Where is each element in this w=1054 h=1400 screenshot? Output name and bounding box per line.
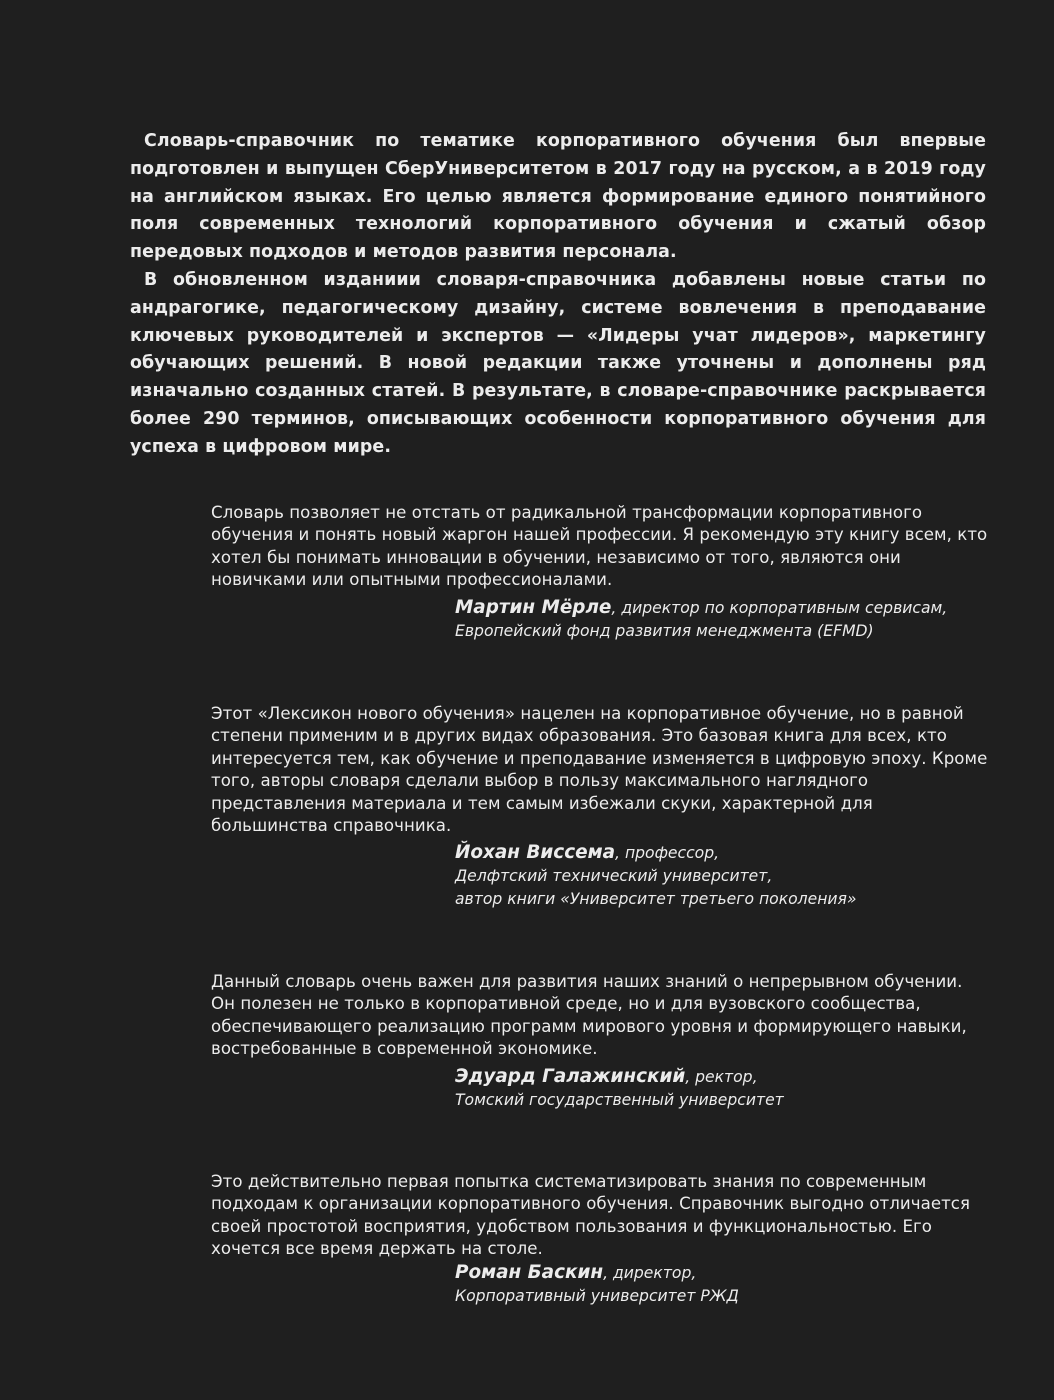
quote-signature <box>455 1261 991 1308</box>
quote-author: Эдуард Галажинский <box>455 1065 686 1087</box>
quote-author: Йохан Виссема <box>455 842 616 864</box>
quote-author-position: , директор по корпоративным сервисам, <box>611 598 948 617</box>
quote-signature <box>455 1065 991 1112</box>
quote-text: Этот «Лексикон нового обучения» нацелен на корпоративное обучение, но в равной степени применим и в других видах образования. Это базовая книга для всех, кто интересуется тем, как обучение и преподавание изменяется в цифровую эпоху. Кроме того, авторы словаря сделали выбор в пользу максимального наглядного представления материала и тем самым избежали скуки, характерной для большинства справочника. <box>211 704 988 836</box>
quote-author-position: , профессор, <box>615 844 720 863</box>
quote-author-position: , директор, <box>603 1263 697 1282</box>
quote-author-org: Европейский фонд развития менеджмента (EFMD) <box>455 621 874 640</box>
quote-text: Данный словарь очень важен для развития наших знаний о непрерывном обучении. Он полезен не только в корпоративной среде, но и для вузовского сообщества, обеспечивающего реализацию программ мирового уровня и формирующего навыки, востребованные в современной экономике. <box>211 972 967 1059</box>
quote-text: Это действительно первая попытка систематизировать знания по современным подходам к организации корпоративного обучения. Справочник выгодно отличается своей простотой восприятия, удобством пользования и функциональностью. Его хочется все время держать на столе. <box>211 1172 971 1259</box>
testimonial-quote <box>211 502 991 643</box>
quote-author: Роман Баскин <box>455 1261 604 1283</box>
testimonial-quote <box>211 1171 991 1308</box>
quote-signature <box>455 841 991 911</box>
quote-text: Словарь позволяет не отстать от радикальной трансформации корпоративного обучения и понять новый жаргон нашей профессии. Я рекомендую эту книгу всем, кто хотел бы понимать инновации в обучении, независимо от того, являются они новичками или опытными профессионалами. <box>211 503 988 590</box>
quote-author-org: автор книги «Университет третьего поколения» <box>455 890 857 909</box>
quote-author-position: , ректор, <box>685 1067 758 1086</box>
intro-paragraph: В обновленном изданиии словаря-справочника добавлены новые статьи по андрагогике, педагогическому дизайну, системе вовлечения в преподавание ключевых руководителей и экспертов — «Лидеры учат лидеров», маркетингу обучающих решений. В новой редакции также уточнены и дополнены ряд изначально созданных статей. В результате, в словаре-справочнике раскрывается более 290 терминов, описывающих особенности корпоративного обучения для успеха в цифровом мире. <box>130 269 986 457</box>
quote-author-org: Томский государственный университет <box>455 1090 784 1109</box>
quote-signature <box>455 596 991 643</box>
quote-author-org: Делфтский технический университет, <box>455 867 773 886</box>
testimonial-quote <box>211 703 991 911</box>
intro-text <box>130 128 986 462</box>
quote-author: Мартин Мёрле <box>455 596 612 618</box>
quote-author-org: Корпоративный университет РЖД <box>455 1286 739 1305</box>
testimonial-quote <box>211 971 991 1112</box>
intro-paragraph: Словарь-справочник по тематике корпоративного обучения был впервые подготовлен и выпущен СберУниверситетом в 2017 году на русском, а в 2019 году на английском языках. Его целью является формирование единого понятийного поля современных технологий корпоративного обучения и сжатый обзор передовых подходов и методов развития персонала. <box>130 131 986 263</box>
